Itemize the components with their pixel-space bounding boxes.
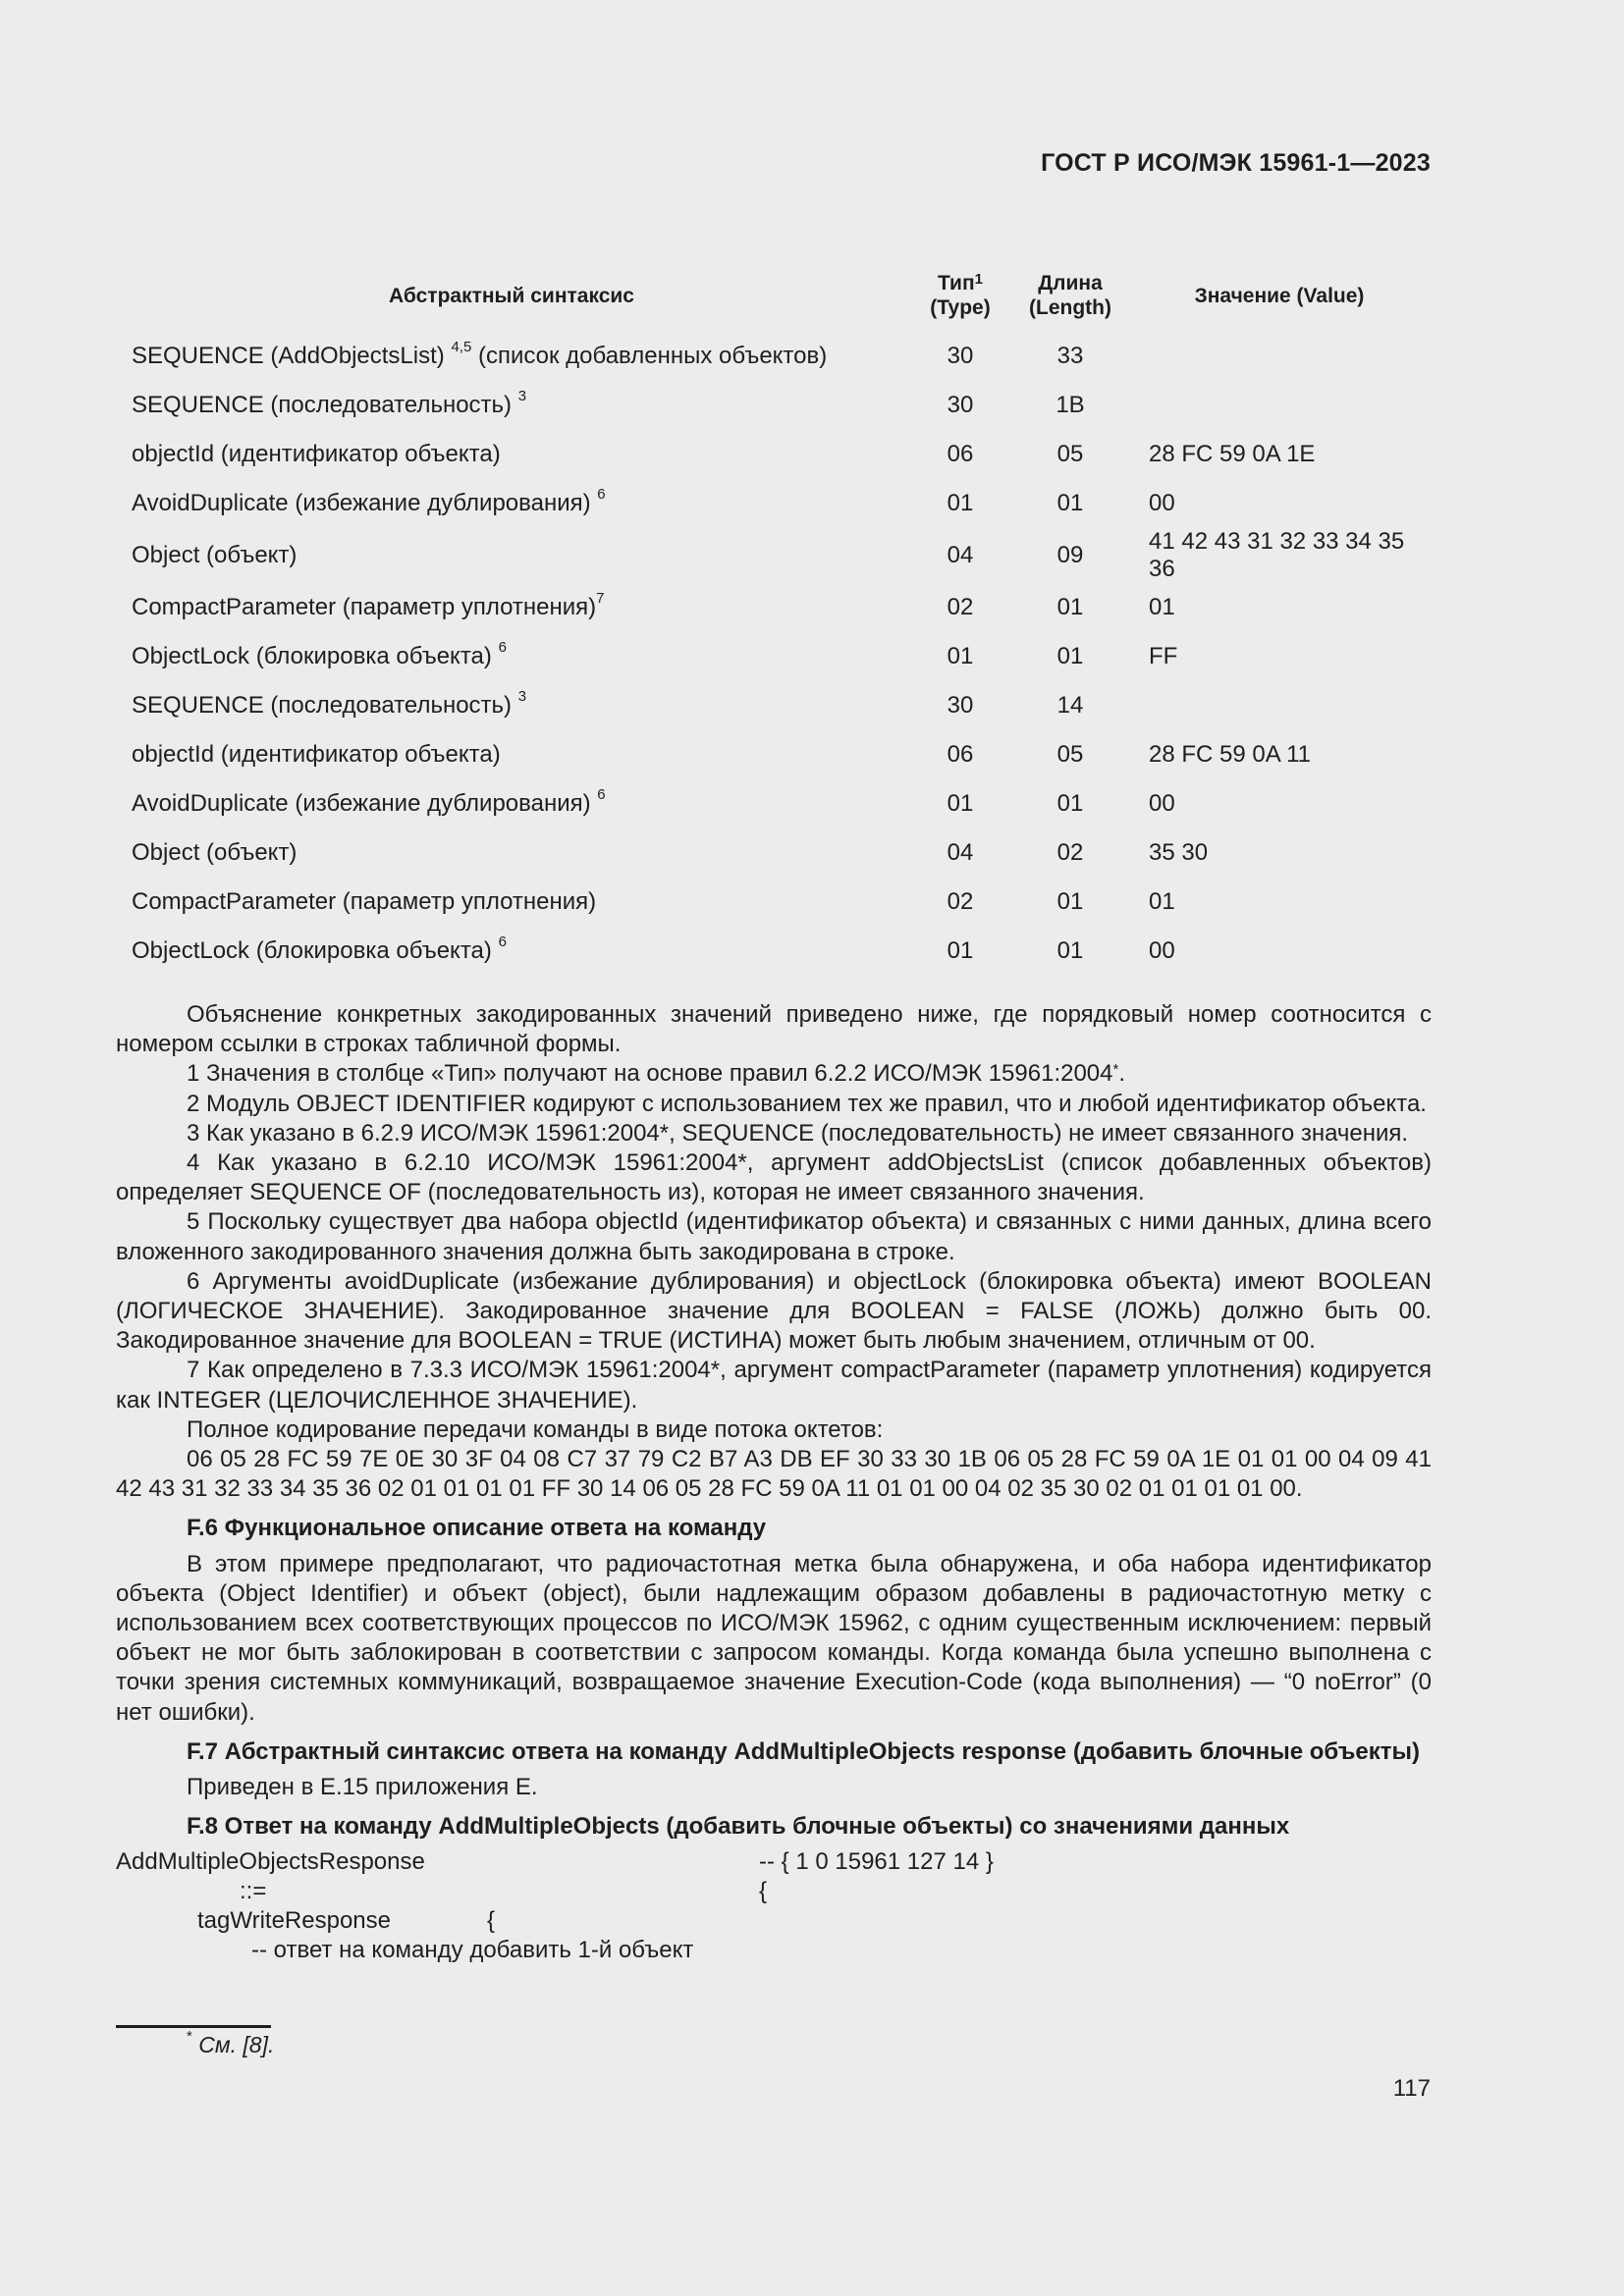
table-row	[116, 828, 1432, 878]
footnote-ref: 6	[597, 486, 606, 503]
type-cell: 04	[947, 542, 974, 568]
type-cell: 01	[947, 790, 974, 817]
table-row	[116, 430, 1432, 479]
value-cell: FF	[1149, 643, 1178, 669]
note-1	[116, 1059, 1432, 1089]
table-row	[116, 583, 1432, 632]
value-cell: 35 30	[1149, 839, 1209, 866]
code-line-1: AddMultipleObjectsResponse	[116, 1848, 425, 1876]
value-cell: 28 FC 59 0A 1E	[1149, 441, 1316, 467]
table-body	[116, 332, 1432, 976]
syntax-cell	[116, 332, 907, 381]
syntax-cell	[116, 430, 907, 479]
note-6: 6 Аргументы avoidDuplicate (избежание дублирования) и objectLock (блокировка объекта) имеют BOOLEAN (ЛОГИЧЕСКОЕ ЗНАЧЕНИЕ). Закодированное значение для BOOLEAN = FALSE (ЛОЖЬ) должно быть 00. Закодированное значение для BOOLEAN = TRUE (ИСТИНА) может быть любым значением, отличным от 00.	[116, 1267, 1432, 1355]
syntax-name-tail: (список добавленных объектов)	[477, 343, 828, 369]
note-7: 7 Как определено в 7.3.3 ИСО/МЭК 15961:2004*, аргумент compactParameter (параметр уплотнения) кодируется как INTEGER (ЦЕЛОЧИСЛЕННОЕ ЗНАЧЕНИЕ).	[116, 1357, 1432, 1414]
section-f7-text: Приведен в Е.15 приложения Е.	[187, 1774, 538, 1801]
syntax-name: CompactParameter (параметр уплотнения)	[132, 888, 597, 915]
value-cell: 28 FC 59 0A 11	[1149, 741, 1311, 768]
value-cell: 41 42 43 31 32 33 34 35 36	[1149, 528, 1405, 582]
syntax-name: objectId (идентификатор объекта)	[132, 441, 501, 467]
note-5: 5 Поскольку существует два набора objectId (идентификатор объекта) и связанных с ними данных, длина всего вложенного закодированного значения должна быть закодирована в строке.	[116, 1208, 1432, 1265]
abstract-syntax-table	[116, 271, 1432, 976]
length-cell: 05	[1056, 441, 1084, 467]
syntax-cell	[116, 632, 907, 681]
document-body	[116, 1000, 1432, 1965]
code-line-3-brace: {	[487, 1907, 496, 1935]
column-header-syntax: Абстрактный синтаксис	[389, 284, 634, 307]
footnote	[187, 2028, 275, 2058]
length-cell: 14	[1056, 692, 1084, 719]
length-cell: 05	[1056, 741, 1084, 768]
footnote-ref: 3	[517, 688, 527, 705]
length-cell: 09	[1056, 542, 1084, 568]
type-cell: 02	[947, 888, 974, 915]
section-f6-title: F.6 Функциональное описание ответа на команду	[187, 1515, 767, 1542]
footnote-ref: 6	[498, 639, 507, 656]
type-cell: 04	[947, 839, 974, 866]
octet-stream: 06 05 28 FC 59 7E 0E 30 3F 04 08 C7 37 79 C2 B7 A3 DB EF 30 33 30 1B 06 05 28 FC 59 0A 1E 01 01 00 04 09 41 42 43 31 32 33 34 35 36 02 01 01 01 01 FF 30 14 06 05 28 FC 59 0A 11 01 01 00 04 02 35 30 02 01 01 01 01 00.	[116, 1446, 1432, 1503]
footnote-text: См. [8].	[198, 2032, 275, 2057]
document-header: ГОСТ Р ИСО/МЭК 15961-1—2023	[1041, 149, 1431, 177]
code-line-3: tagWriteResponse	[197, 1907, 391, 1935]
type-cell: 01	[947, 937, 974, 964]
syntax-name: SEQUENCE (последовательность)	[132, 392, 513, 418]
footnote-ref: 4,5	[451, 339, 472, 355]
asn1-code-block	[116, 1847, 1432, 1965]
value-cell: 01	[1149, 594, 1175, 620]
syntax-cell	[116, 828, 907, 878]
syntax-cell	[116, 730, 907, 779]
column-header-type	[907, 271, 1013, 332]
syntax-name: Object (объект)	[132, 839, 298, 866]
syntax-name: SEQUENCE (AddObjectsList)	[132, 343, 445, 369]
code-line-2: ::=	[240, 1878, 267, 1905]
syntax-cell	[116, 779, 907, 828]
syntax-name: AvoidDuplicate (избежание дублирования)	[132, 790, 591, 817]
table-row	[116, 632, 1432, 681]
section-f6-text: В этом примере предполагают, что радиочастотная метка была обнаружена, и оба набора идентификатор объекта (Object Identifier) и объект (object), были надлежащим образом добавлены в радиочастотную метку с использованием всех соответствующих процессов по ИСО/МЭК 15962, с одним существенным исключением: первый объект не мог быть заблокирован в соответствии с запросом команды. Когда команда была успешно выполнена с точки зрения системных коммуникаций, возвращаемое значение Execution-Code (кода выполнения) — “0 noError” (0 нет ошибки).	[116, 1550, 1432, 1726]
value-cell	[1127, 681, 1432, 730]
length-cell: 01	[1056, 888, 1084, 915]
page-number: 117	[1392, 2075, 1431, 2102]
syntax-name: objectId (идентификатор объекта)	[132, 741, 501, 768]
section-f8-title: F.8 Ответ на команду AddMultipleObjects (добавить блочные объекты) со значениями данных	[187, 1813, 1290, 1841]
note-3: 3 Как указано в 6.2.9 ИСО/МЭК 15961:2004*, SEQUENCE (последовательность) не имеет связанного значения.	[187, 1119, 1409, 1147]
syntax-cell	[116, 528, 907, 583]
length-cell: 1B	[1056, 392, 1085, 418]
note-1-text: 1 Значения в столбце «Тип» получают на основе правил 6.2.2 ИСО/МЭК 15961:2004	[187, 1060, 1113, 1088]
type-footnote-mark: 1	[974, 271, 983, 288]
length-cell: 02	[1056, 839, 1084, 866]
length-cell: 01	[1056, 490, 1084, 516]
value-cell	[1127, 381, 1432, 430]
table-row	[116, 878, 1432, 927]
full-encoding-label: Полное кодирование передачи команды в виде потока октетов:	[187, 1415, 884, 1443]
type-cell: 06	[947, 441, 974, 467]
value-cell: 01	[1149, 888, 1175, 915]
footnote-mark: *	[187, 2028, 192, 2045]
length-cell: 01	[1056, 643, 1084, 669]
table-row	[116, 927, 1432, 976]
code-line-4-comment: -- ответ на команду добавить 1-й объект	[251, 1937, 694, 1964]
value-cell	[1127, 332, 1432, 381]
length-cell: 33	[1056, 343, 1084, 369]
syntax-cell	[116, 878, 907, 927]
footnote-ref: 7	[596, 590, 605, 607]
type-cell: 30	[947, 392, 974, 418]
length-cell: 01	[1056, 790, 1084, 817]
syntax-cell	[116, 479, 907, 528]
footnote-ref: 6	[597, 786, 606, 803]
note-2: 2 Модуль OBJECT IDENTIFIER кодируют с использованием тех же правил, что и любой идентификатор объекта.	[187, 1090, 1427, 1117]
length-cell: 01	[1056, 937, 1084, 964]
note-1-end: .	[1118, 1060, 1126, 1088]
length-cell: 01	[1056, 594, 1084, 620]
syntax-name: ObjectLock (блокировка объекта)	[132, 937, 492, 964]
footnote-ref: 3	[517, 388, 527, 404]
syntax-cell	[116, 381, 907, 430]
type-label: Тип	[938, 272, 975, 294]
type-cell: 02	[947, 594, 974, 620]
note-1-footnote-mark: *	[1112, 1061, 1119, 1079]
type-cell: 30	[947, 343, 974, 369]
table-header-row	[116, 271, 1432, 332]
table-row	[116, 332, 1432, 381]
length-label: Длина	[1038, 272, 1103, 294]
column-header-length	[1013, 271, 1127, 332]
type-cell: 01	[947, 643, 974, 669]
intro-paragraph: Объяснение конкретных закодированных значений приведено ниже, где порядковый номер соотносится с номером ссылки в строках табличной формы.	[116, 1001, 1432, 1058]
type-cell: 30	[947, 692, 974, 719]
column-header-value: Значение (Value)	[1194, 284, 1365, 307]
length-label-en: (Length)	[1029, 296, 1111, 319]
syntax-name: ObjectLock (блокировка объекта)	[132, 643, 492, 669]
table-row	[116, 479, 1432, 528]
note-4: 4 Как указано в 6.2.10 ИСО/МЭК 15961:2004*, аргумент addObjectsList (список добавленных объектов) определяет SEQUENCE OF (последовательность из), которая не имеет связанного значения.	[116, 1149, 1432, 1206]
syntax-cell	[116, 927, 907, 976]
table-row	[116, 730, 1432, 779]
section-f7-title: F.7 Абстрактный синтаксис ответа на команду AddMultipleObjects response (добавить блочные объекты)	[187, 1737, 1420, 1765]
syntax-name: SEQUENCE (последовательность)	[132, 692, 513, 719]
syntax-name: AvoidDuplicate (избежание дублирования)	[132, 490, 591, 516]
value-cell: 00	[1149, 490, 1175, 516]
value-cell: 00	[1149, 790, 1175, 817]
syntax-name: CompactParameter (параметр уплотнения)	[132, 594, 597, 620]
code-line-1-comment: -- { 1 0 15961 127 14 }	[759, 1848, 994, 1876]
footnote-ref: 6	[498, 934, 507, 950]
syntax-cell	[116, 583, 907, 632]
code-line-2-brace: {	[759, 1878, 768, 1905]
table-row	[116, 779, 1432, 828]
syntax-name: Object (объект)	[132, 542, 298, 568]
value-cell: 00	[1149, 937, 1175, 964]
type-cell: 01	[947, 490, 974, 516]
table-row	[116, 528, 1432, 583]
syntax-cell	[116, 681, 907, 730]
table-row	[116, 681, 1432, 730]
footnote-divider	[116, 2025, 271, 2028]
type-cell: 06	[947, 741, 974, 768]
type-label-en: (Type)	[930, 296, 991, 319]
table-row	[116, 381, 1432, 430]
